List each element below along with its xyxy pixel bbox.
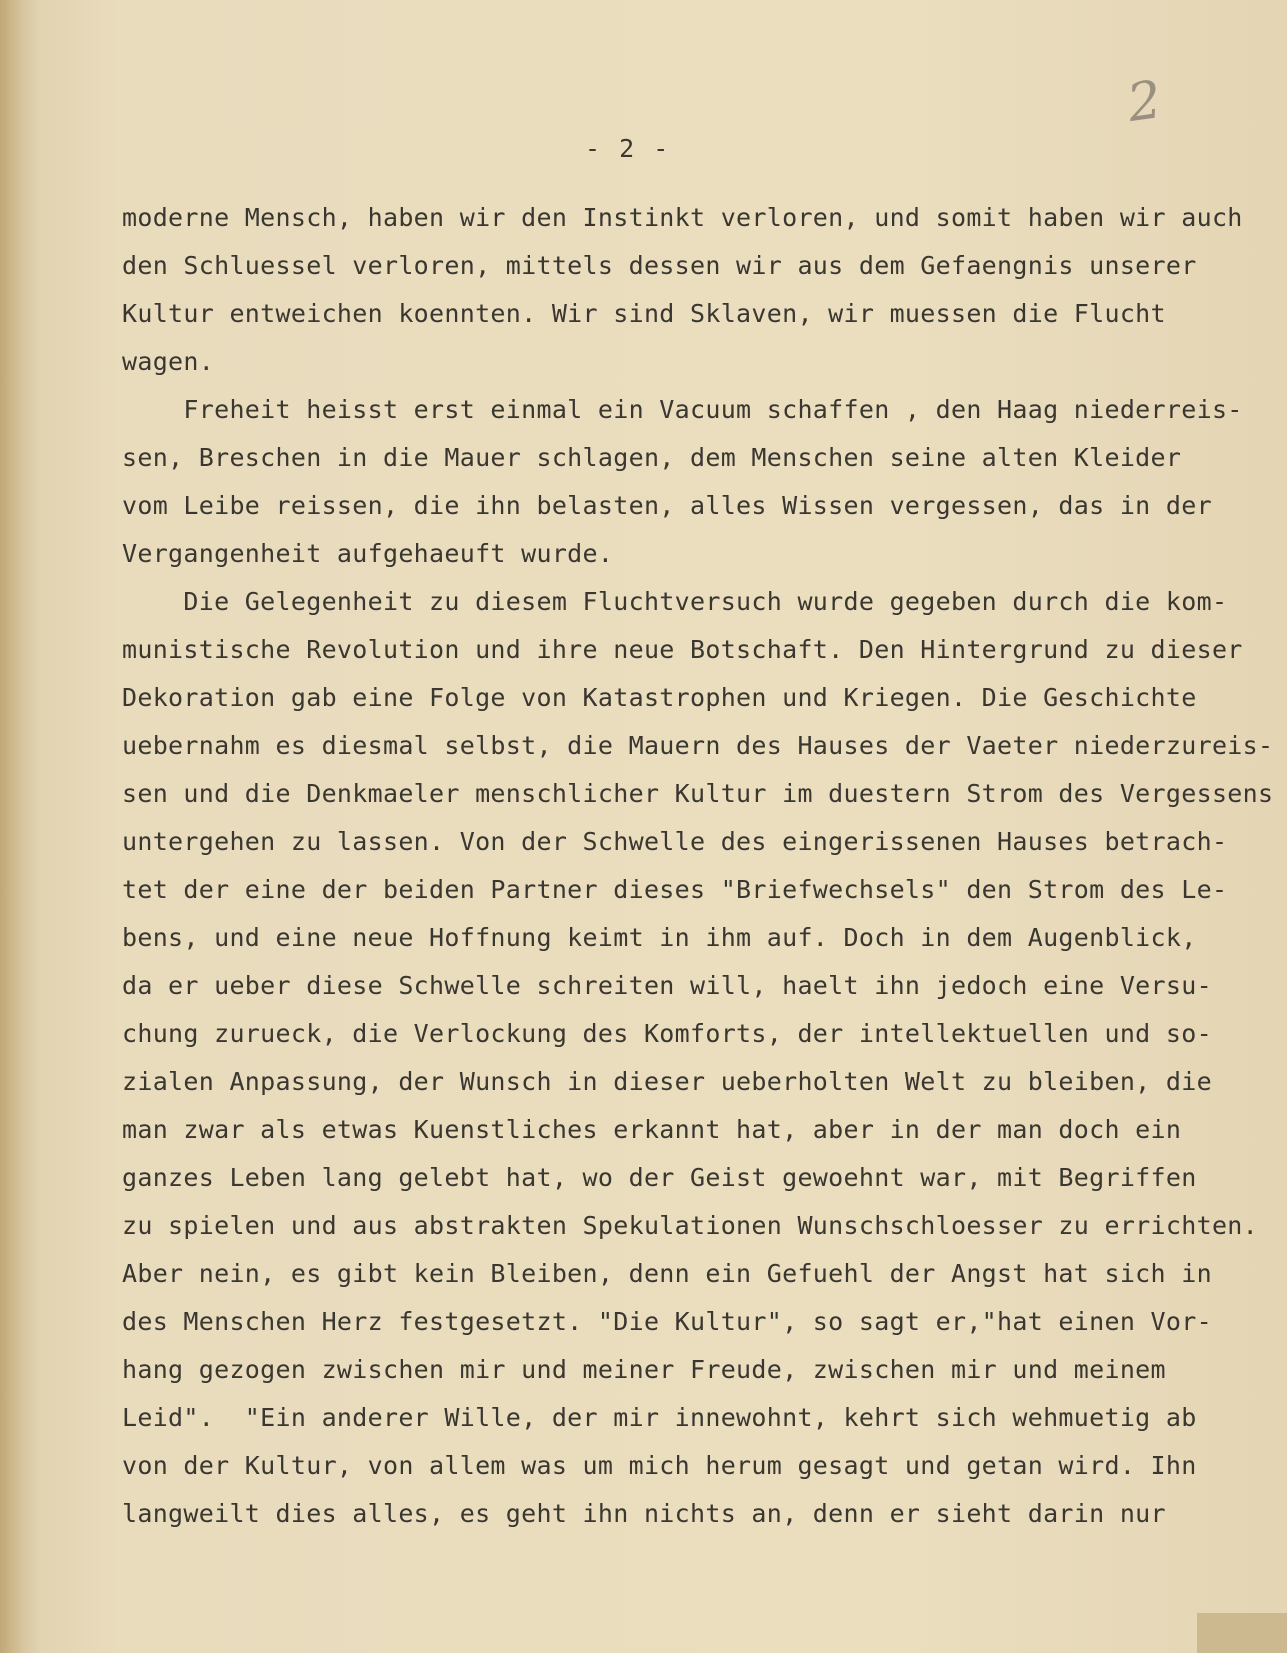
handwritten-page-number: 2 [1123,69,1166,135]
text-line: den Schluessel verloren, mittels dessen wir aus dem Gefaengnis unserer [122,251,1197,280]
text-line: uebernahm es diesmal selbst, die Mauern des Hauses der Vaeter niederzureis- [122,731,1274,760]
text-line: ganzes Leben lang gelebt hat, wo der Geist gewoehnt war, mit Begriffen [122,1163,1197,1192]
text-line: Freheit heisst erst einmal ein Vacuum schaffen , den Haag niederreis- [122,395,1243,424]
text-line: sen, Breschen in die Mauer schlagen, dem Menschen seine alten Kleider [122,443,1182,472]
text-line: langweilt dies alles, es geht ihn nichts an, denn er sieht darin nur [122,1499,1166,1528]
text-line: da er ueber diese Schwelle schreiten will, haelt ihn jedoch eine Versu- [122,971,1212,1000]
text-line: bens, und eine neue Hoffnung keimt in ihm auf. Doch in dem Augenblick, [122,923,1197,952]
text-line: vom Leibe reissen, die ihn belasten, alles Wissen vergessen, das in der [122,491,1212,520]
text-line: Die Gelegenheit zu diesem Fluchtversuch wurde gegeben durch die kom- [122,587,1228,616]
paper-corner [1197,1613,1287,1653]
text-line: Aber nein, es gibt kein Bleiben, denn ein Gefuehl der Angst hat sich in [122,1259,1212,1288]
page-number: - 2 - [585,134,671,163]
text-line: man zwar als etwas Kuenstliches erkannt hat, aber in der man doch ein [122,1115,1182,1144]
text-line: wagen. [122,347,215,376]
text-line: chung zurueck, die Verlockung des Komforts, der intellektuellen und so- [122,1019,1212,1048]
text-line: zu spielen und aus abstrakten Spekulationen Wunschschloesser zu errichten. [122,1211,1258,1240]
text-line: von der Kultur, von allem was um mich herum gesagt und getan wird. Ihn [122,1451,1197,1480]
text-line: munistische Revolution und ihre neue Botschaft. Den Hintergrund zu dieser [122,635,1243,664]
text-line: untergehen zu lassen. Von der Schwelle des eingerissenen Hauses betrach- [122,827,1228,856]
text-line: Kultur entweichen koennten. Wir sind Sklaven, wir muessen die Flucht [122,299,1166,328]
text-line: tet der eine der beiden Partner dieses "Briefwechsels" den Strom des Le- [122,875,1228,904]
text-line: des Menschen Herz festgesetzt. "Die Kultur", so sagt er,"hat einen Vor- [122,1307,1212,1336]
text-line: Leid". "Ein anderer Wille, der mir innewohnt, kehrt sich wehmuetig ab [122,1403,1197,1432]
text-line: Vergangenheit aufgehaeuft wurde. [122,539,614,568]
text-line: sen und die Denkmaeler menschlicher Kultur im duestern Strom des Vergessens [122,779,1274,808]
text-line: moderne Mensch, haben wir den Instinkt verloren, und somit haben wir auch [122,203,1243,232]
paper-edge [0,0,22,1653]
text-line: Dekoration gab eine Folge von Katastrophen und Kriegen. Die Geschichte [122,683,1197,712]
text-line: zialen Anpassung, der Wunsch in dieser ueberholten Welt zu bleiben, die [122,1067,1212,1096]
text-line: hang gezogen zwischen mir und meiner Freude, zwischen mir und meinem [122,1355,1166,1384]
